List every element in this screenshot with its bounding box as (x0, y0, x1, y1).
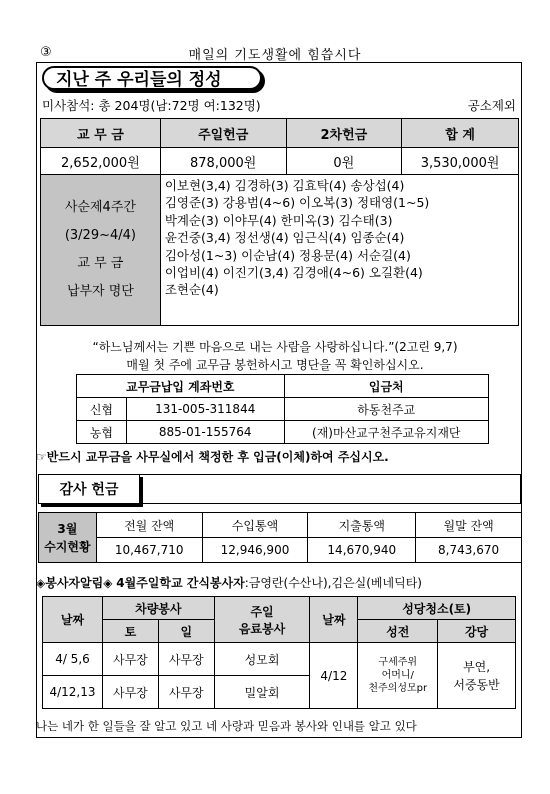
quote-line: “하느님께서는 기쁜 마음으로 내는 사람을 사랑하십니다.”(2고린 9,7) (92, 340, 458, 354)
beverage-header-line: 주일 (250, 604, 274, 619)
account-header: 교무금납입 계좌번호 (77, 375, 285, 398)
mission-excluded-note: 공소제외 (467, 98, 516, 113)
cleaning-hall-line: 부연, (463, 659, 491, 674)
bank-name: 농협 (77, 421, 127, 444)
vehicle-header: 차량봉사 (102, 597, 214, 620)
payment-notice: ☞반드시 교무금을 사무실에서 책정한 후 입금(이체)하여 주십시오. (36, 450, 389, 464)
volunteer-table (42, 596, 516, 709)
offering-header: 주일헌금 (160, 119, 286, 148)
quote-line: 매월 첫 주에 교무금 봉헌하시고 명단을 꼭 확인하십시오. (126, 358, 424, 372)
donor-label-line: (3/29~4/4) (64, 228, 136, 243)
donor-list (160, 175, 518, 326)
offering-table (40, 118, 519, 326)
footer-scripture: 나는 네가 한 일들을 잘 알고 있고 네 사랑과 믿음과 봉사와 인내를 알고 있다 (36, 719, 417, 733)
hall-header: 강당 (438, 620, 516, 643)
finance-value: 12,946,900 (202, 538, 308, 563)
finance-header: 수입통액 (202, 513, 308, 538)
volunteer-notice-prefix: ◈봉사자알림◈ (36, 576, 113, 590)
finance-value: 8,743,670 (416, 538, 522, 563)
volunteer-saturday: 사무장 (102, 643, 158, 676)
recipient-name: 하동천주교 (284, 398, 488, 421)
beverage-header-line: 음료봉사 (238, 621, 286, 636)
volunteer-date: 4/12,13 (43, 676, 103, 709)
cleaning-sanctuary-line: 어머니/ (381, 670, 414, 681)
finance-label (39, 513, 97, 563)
finance-header: 전월 잔액 (96, 513, 202, 538)
donor-line: 이보현(3,4) 김경하(3) 김효탁(4) 송상섭(4) (164, 178, 405, 193)
cleaning-hall-line: 서중동반 (453, 677, 500, 692)
finance-label-line: 수지현황 (44, 539, 91, 554)
volunteer-beverage: 성모회 (214, 643, 310, 676)
recipient-name: (재)마산교구천주교유지재단 (284, 421, 488, 444)
offering-header: 합 계 (402, 119, 519, 148)
sunday-header: 일 (158, 620, 214, 643)
cleaning-date: 4/12 (310, 643, 358, 709)
volunteer-saturday: 사무장 (102, 676, 158, 709)
cleaning-sanctuary (358, 643, 438, 709)
donor-label-line: 납부자 명단 (66, 284, 134, 299)
finance-label-line: 3월 (57, 521, 78, 536)
cleaning-date-header: 날짜 (310, 597, 358, 643)
volunteer-date: 4/ 5,6 (43, 643, 103, 676)
volunteer-sunday: 사무장 (158, 643, 214, 676)
header-title: 매일의 기도생활에 힘씁시다 (188, 48, 362, 63)
cleaning-sanctuary-line: 천주의성모pr (368, 683, 428, 694)
finance-value: 14,670,940 (308, 538, 416, 563)
saturday-header: 토 (102, 620, 158, 643)
finance-header: 월말 잔액 (416, 513, 522, 538)
sanctuary-header: 성전 (358, 620, 438, 643)
donor-line: 윤건중(3,4) 정선생(4) 임근식(4) 임종순(4) (164, 230, 405, 246)
scripture-quote (0, 338, 550, 374)
date-header: 날짜 (43, 597, 103, 643)
donor-line: 박계순(3) 이야무(4) 한미옥(3) 김수태(3) (164, 212, 393, 228)
offering-value: 0원 (286, 148, 402, 175)
account-number: 131-005-311844 (126, 398, 284, 421)
offering-value: 3,530,000원 (402, 148, 519, 175)
account-number: 885-01-155764 (126, 421, 284, 444)
cleaning-sanctuary-line: 구세주위 (378, 657, 418, 668)
finance-value: 10,467,710 (96, 538, 202, 563)
finance-header: 지출통액 (308, 513, 416, 538)
volunteer-notice-names: :금영란(수산나),김은실(베네딕타) (244, 576, 422, 590)
mass-attendance: 미사참석: 총 204명(남:72명 여:132명) (42, 98, 261, 113)
donor-line: 김영준(3) 강용범(4~6) 이오복(3) 정태영(1~5) (164, 195, 430, 211)
donor-label-line: 사순제4주간 (64, 200, 136, 215)
donor-label-line: 교 무 금 (77, 256, 124, 271)
volunteer-beverage: 밀알회 (214, 676, 310, 709)
offering-header: 2차헌금 (286, 119, 402, 148)
beverage-header (214, 597, 310, 643)
offering-value: 878,000원 (160, 148, 286, 175)
offering-value: 2,652,000원 (41, 148, 161, 175)
donor-list-label (41, 175, 161, 326)
thanks-offering-label: 감사 헌금 (38, 474, 140, 504)
cleaning-header: 성당청소(토) (358, 597, 516, 620)
volunteer-sunday: 사무장 (158, 676, 214, 709)
cleaning-hall (438, 643, 516, 709)
finance-table (38, 512, 522, 563)
section-title: 지난 주 우리들의 정성 (42, 66, 262, 90)
volunteer-notice-bold: 4월주일학교 간식봉사자 (116, 576, 245, 590)
offering-header: 교 무 금 (41, 119, 161, 148)
volunteer-notice-title (36, 574, 422, 591)
account-table (76, 374, 489, 444)
page-number: ③ (40, 45, 52, 60)
recipient-header: 입금처 (284, 375, 488, 398)
donor-line: 김아성(1~3) 이순남(4) 정용문(4) 서순길(4) (164, 247, 411, 263)
bank-name: 신협 (77, 398, 127, 421)
donor-line: 이업비(4) 이진기(3,4) 김경애(4~6) 오길환(4) (164, 265, 423, 281)
donor-line: 조현순(4) (164, 282, 219, 298)
